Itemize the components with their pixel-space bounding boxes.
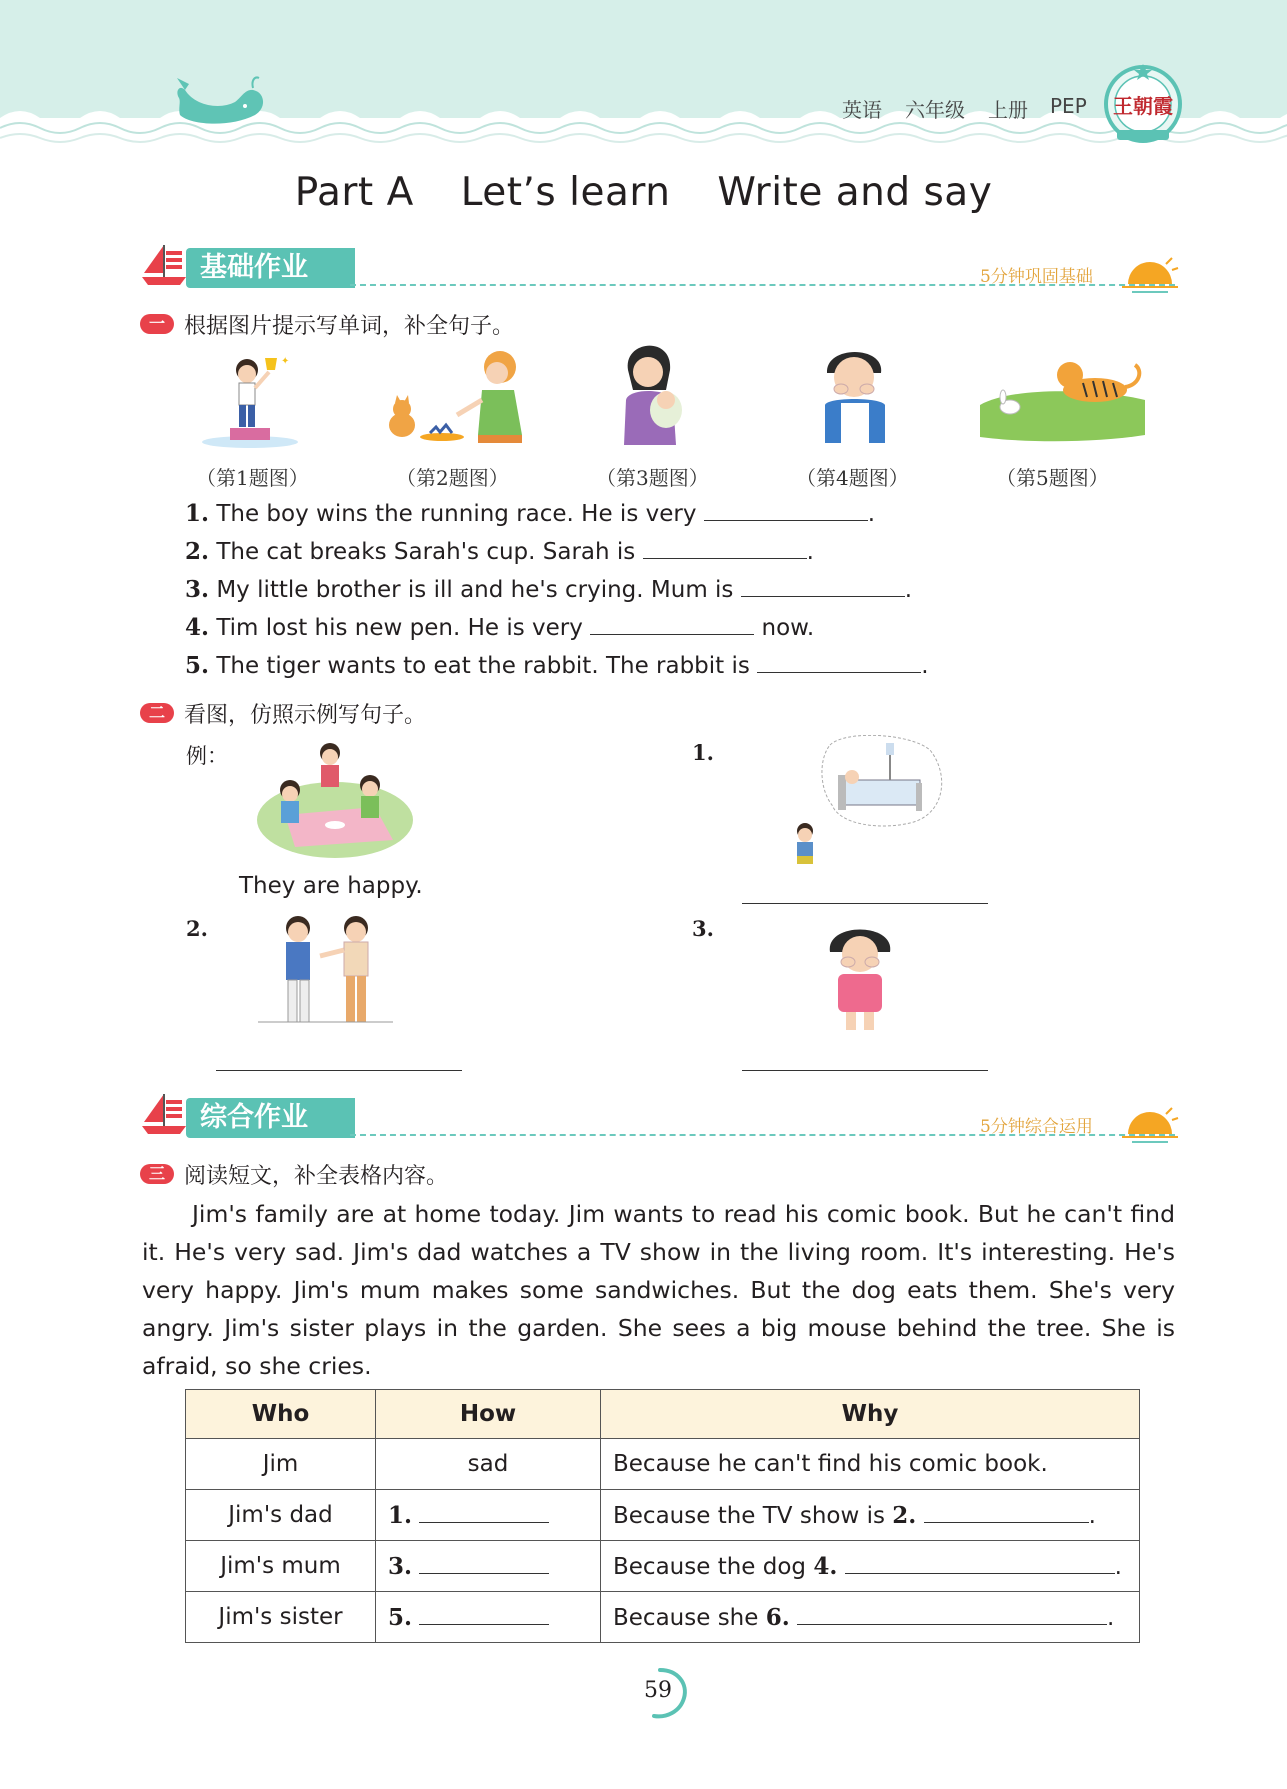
sun-icon [1122,254,1180,294]
answer-blank[interactable] [845,1553,1115,1574]
q1-sentences [185,495,1085,685]
girl-cat-cup-illustration [382,345,532,450]
caption-3: （第3题图） [596,466,709,490]
blank-number: 1. [388,1501,413,1529]
table-row [186,1541,1140,1592]
cell-why [601,1592,1140,1643]
sentence-text: Tim lost his new pen. He is very [216,615,583,641]
q1-sentence-3 [185,571,1085,609]
sentence-text: The tiger wants to eat the rabbit. The rabbit is [216,653,750,679]
example-sentence: They are happy. [239,873,423,899]
header-why: Why [601,1390,1140,1439]
sentence-text: The boy wins the running race. He is very [216,501,697,527]
section-basic-label: 基础作业 [186,248,355,288]
title-learn: Let’s learn [460,170,671,215]
answer-blank[interactable] [757,652,921,673]
sentence-number: 3. [185,576,210,603]
cell-how [376,1592,601,1643]
answer-blank[interactable] [797,1604,1107,1625]
tiger-rabbit-illustration [975,345,1150,445]
sentence-number: 5. [185,652,210,679]
page-number: 59 [644,1678,672,1703]
header-who: Who [186,1390,376,1439]
q2-answer-line-1[interactable] [742,903,988,904]
answer-blank[interactable] [643,538,807,559]
caption-5: （第5题图） [996,466,1109,490]
q3-instruction: 阅读短文，补全表格内容。 [184,1164,449,1189]
blank-number: 2. [892,1501,917,1529]
sentence-end: . [806,539,814,565]
answer-blank[interactable] [419,1553,549,1574]
q2-item-3-number: 3. [692,916,714,941]
cell-how [376,1541,601,1592]
answer-table [185,1389,1140,1643]
answer-blank[interactable] [704,500,868,521]
crying-girl-illustration [820,922,900,1032]
header-volume: 上册 [988,98,1028,122]
cell-who: Jim's dad [186,1490,376,1541]
svg-text:✦: ✦ [281,356,290,367]
table-header-row [186,1390,1140,1439]
caption-1: （第1题图） [196,466,309,490]
header-subject: 英语 [842,98,882,122]
whale-icon [175,70,275,130]
answer-blank[interactable] [419,1502,549,1523]
why-text: Because the TV show is [613,1502,885,1529]
q1-sentence-5 [185,647,1085,685]
cell-who: Jim [186,1439,376,1490]
q2-answer-line-3[interactable] [742,1070,988,1071]
sentence-end: now. [761,615,815,641]
sentence-number: 2. [185,538,210,565]
sick-in-bed-illustration [790,735,950,865]
table-row [186,1592,1140,1643]
cell-why [601,1490,1140,1541]
sentence-number: 4. [185,614,210,641]
answer-blank[interactable] [924,1502,1089,1523]
q1-sentence-4 [185,609,1085,647]
sentence-end: . [867,501,876,527]
header-how: How [376,1390,601,1439]
q1-instruction: 根据图片提示写单词，补全句子。 [184,314,515,339]
sentence-end: . [904,577,913,603]
question-number-1: 一 [140,314,174,334]
title-part: Part A [294,170,414,215]
q1-sentence-2 [185,533,1085,571]
blank-number: 3. [388,1552,413,1580]
table-row [186,1439,1140,1490]
crying-boy-illustration [815,345,895,445]
why-end: . [1088,1502,1096,1529]
answer-blank[interactable] [590,614,754,635]
example-label: 例： [186,744,228,768]
boy-trophy-illustration [195,350,315,450]
sentence-text: The cat breaks Sarah's cup. Sarah is [216,539,636,565]
sentence-text: My little brother is ill and he's crying. Mum is [216,577,734,603]
sailboat-icon [140,1094,188,1136]
table-row [186,1490,1140,1541]
why-end: . [1114,1553,1122,1580]
blank-number: 4. [813,1552,838,1580]
cell-who: Jim's mum [186,1541,376,1592]
reading-passage: Jim's family are at home today. Jim wants to read his comic book. But he can't find it. He's very sad. Jim's dad watches a TV show in the living room. It's interesting. He's very happy. Jim's mum makes some sandwiches. But the dog eats them. She's very angry. Jim's sister plays in the garden. She sees a big mouse behind the tree. She is afraid, so she cries. [142,1200,1175,1380]
pill-tail [330,1098,350,1138]
two-boys-illustration [258,910,393,1035]
question-number-2: 二 [140,703,174,723]
why-text: Because the dog [613,1553,807,1580]
sentence-number: 1. [185,500,210,527]
answer-blank[interactable] [419,1604,549,1625]
section-comprehensive-label: 综合作业 [186,1098,355,1138]
answer-blank[interactable] [741,576,905,597]
blank-number: 5. [388,1603,413,1631]
brand-logo [1103,62,1183,144]
header-grade: 六年级 [905,98,965,122]
cell-why: Because he can't find his comic book. [601,1439,1140,1490]
q2-item-1-number: 1. [692,740,714,765]
pill-tail [330,248,350,288]
why-end: . [1107,1604,1115,1631]
sun-icon [1122,1104,1180,1144]
cell-why [601,1541,1140,1592]
q1-sentence-1 [185,495,1085,533]
cell-how: sad [376,1439,601,1490]
section-comprehensive-tag: 5分钟综合运用 [980,1117,1093,1137]
caption-4: （第4题图） [796,466,909,490]
picnic-illustration [255,735,415,860]
page-title [0,170,1287,215]
mum-baby-illustration [608,340,708,450]
sentence-end: . [921,653,929,679]
q2-answer-line-2[interactable] [216,1070,462,1071]
header-edition: PEP [1050,94,1087,118]
logo-text: 王朝霞 [1113,94,1173,118]
question-number-3: 三 [140,1164,174,1184]
q2-item-2-number: 2. [186,916,208,941]
cell-how [376,1490,601,1541]
why-text: Because she [613,1604,759,1631]
title-write: Write and say [717,170,993,215]
blank-number: 6. [765,1603,790,1631]
cell-who: Jim's sister [186,1592,376,1643]
sailboat-icon [140,245,188,287]
caption-2: （第2题图） [396,466,509,490]
section-basic-tag: 5分钟巩固基础 [980,267,1093,287]
q2-instruction: 看图，仿照示例写句子。 [184,703,427,728]
